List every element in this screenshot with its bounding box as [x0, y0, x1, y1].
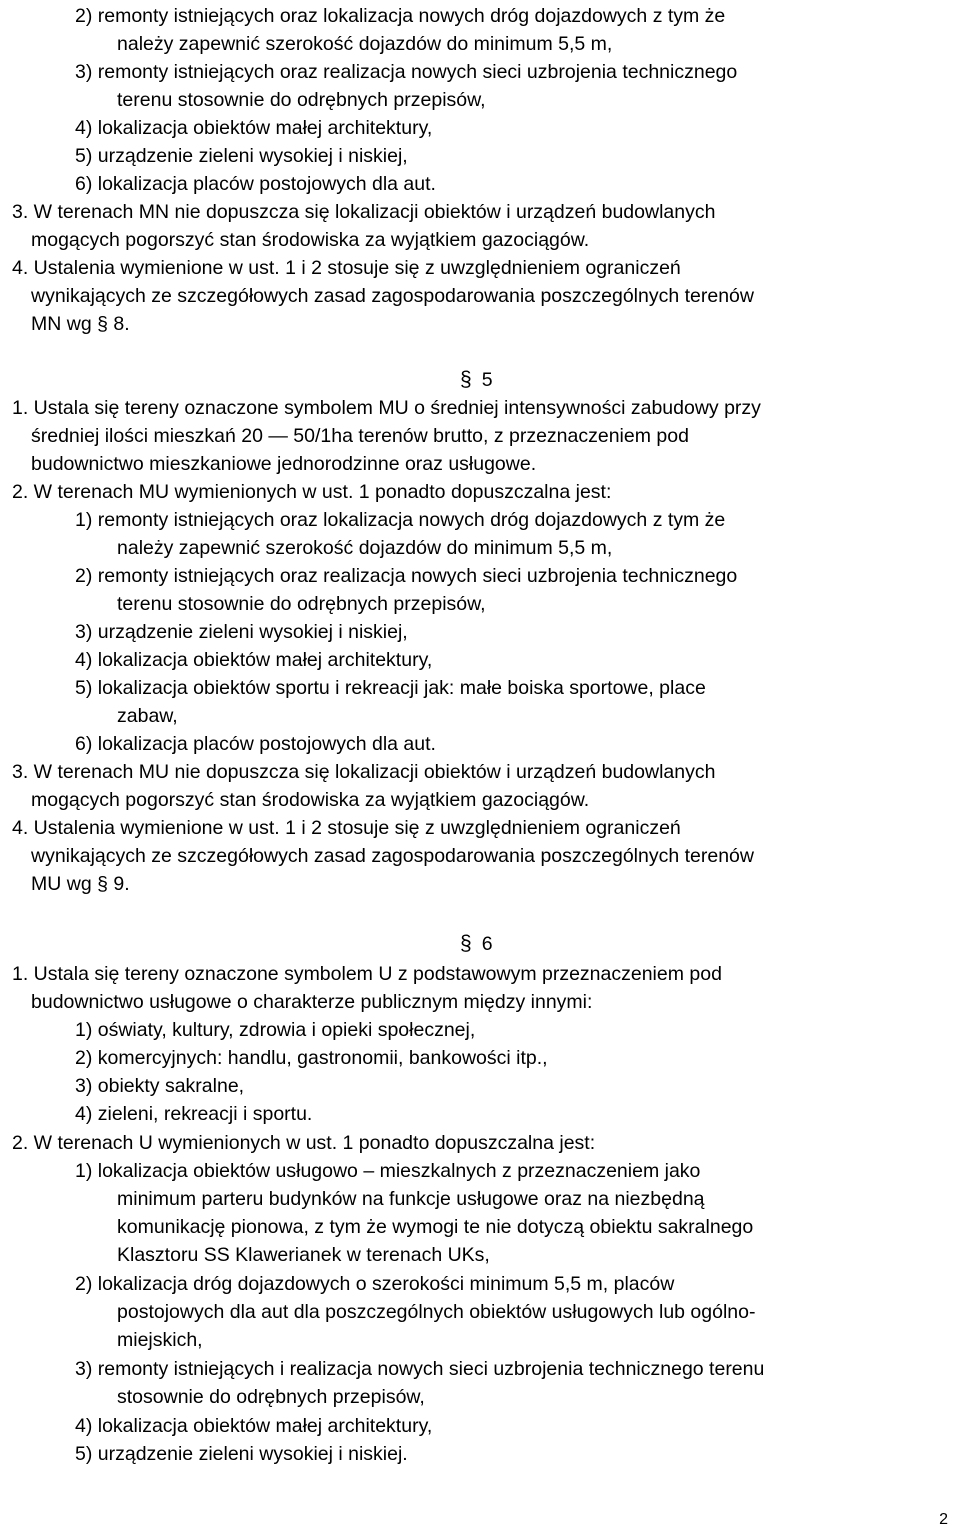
section6-subitem3: 3) obiekty sakralne, — [75, 1075, 245, 1097]
section4-item6: 6) lokalizacja placów postojowych dla aut. — [75, 173, 436, 195]
section5-item3: 3) urządzenie zieleni wysokiej i niskiej, — [75, 621, 408, 643]
section6-heading — [460, 930, 493, 958]
section4-item2-line2: należy zapewnić szerokość dojazdów do minimum 5,5 m, — [117, 33, 613, 55]
section4-paragraph4-line2: wynikających ze szczegółowych zasad zagospodarowania poszczególnych terenów — [31, 285, 754, 307]
section6-item1-line3: komunikację pionowa, z tym że wymogi te nie dotyczą obiektu sakralnego — [117, 1216, 754, 1238]
section6-subitem2: 2) komercyjnych: handlu, gastronomii, bankowości itp., — [75, 1047, 548, 1069]
section5-paragraph3-line1: 3. W terenach MU nie dopuszcza się lokalizacji obiektów i urządzeń budowlanych — [12, 761, 716, 783]
section6-number: 6 — [481, 933, 493, 955]
section6-subitem4: 4) zieleni, rekreacji i sportu. — [75, 1103, 313, 1125]
section6-subitem1: 1) oświaty, kultury, zdrowia i opieki społecznej, — [75, 1019, 476, 1041]
section4-item3-line1: 3) remonty istniejących oraz realizacja nowych sieci uzbrojenia technicznego — [75, 61, 738, 83]
section6-paragraph1-line2: budownictwo usługowe o charakterze publicznym między innymi: — [31, 991, 593, 1013]
page-number: 2 — [939, 1511, 948, 1528]
section5-paragraph4-line3 — [31, 870, 130, 898]
section6-item5: 5) urządzenie zieleni wysokiej i niskiej. — [75, 1443, 408, 1465]
section6-item2-line2: postojowych dla aut dla poszczególnych obiektów usługowych lub ogólno- — [117, 1301, 756, 1323]
section6-item3-line1: 3) remonty istniejących i realizacja nowych sieci uzbrojenia technicznego terenu — [75, 1358, 765, 1380]
section5-paragraph3-line2: mogących pogorszyć stan środowiska za wyjątkiem gazociągów. — [31, 789, 590, 811]
section5-paragraph4-line1: 4. Ustalenia wymienione w ust. 1 i 2 stosuje się z uwzględnieniem ograniczeń — [12, 817, 681, 839]
section6-item1-line1: 1) lokalizacja obiektów usługowo – mieszkalnych z przeznaczeniem jako — [75, 1160, 701, 1182]
section4-item4: 4) lokalizacja obiektów małej architektury, — [75, 117, 433, 139]
section5-item5-line1: 5) lokalizacja obiektów sportu i rekreacji jak: małe boiska sportowe, place — [75, 677, 706, 699]
section5-item1-line2: należy zapewnić szerokość dojazdów do minimum 5,5 m, — [117, 537, 613, 559]
section4-paragraph4-line1: 4. Ustalenia wymienione w ust. 1 i 2 stosuje się z uwzględnieniem ograniczeń — [12, 257, 681, 279]
section5-paragraph1-line3: budownictwo mieszkaniowe jednorodzinne oraz usługowe. — [31, 453, 537, 475]
section6-item3-line2: stosownie do odrębnych przepisów, — [117, 1386, 425, 1408]
section5-item4: 4) lokalizacja obiektów małej architektury, — [75, 649, 433, 671]
section6-item2-line3: miejskich, — [117, 1329, 203, 1351]
reference-number: 8. — [113, 313, 130, 335]
section5-heading — [460, 366, 493, 394]
section6-item2-line1: 2) lokalizacja dróg dojazdowych o szerokości minimum 5,5 m, placów — [75, 1273, 675, 1295]
section5-paragraph4-line2: wynikających ze szczegółowych zasad zagospodarowania poszczególnych terenów — [31, 845, 754, 867]
section4-item2-line1: 2) remonty istniejących oraz lokalizacja nowych dróg dojazdowych z tym że — [75, 5, 726, 27]
section4-paragraph3-line1: 3. W terenach MN nie dopuszcza się lokalizacji obiektów i urządzeń budowlanych — [12, 201, 716, 223]
section5-number: 5 — [481, 369, 493, 391]
section4-item3-line2: terenu stosownie do odrębnych przepisów, — [117, 89, 486, 111]
section6-item1-line4: Klasztoru SS Klawerianek w terenach UKs, — [117, 1244, 490, 1266]
section-sign: § — [97, 313, 108, 335]
section6-item4: 4) lokalizacja obiektów małej architektury, — [75, 1415, 433, 1437]
section-sign: § — [97, 873, 108, 895]
section-sign: § — [460, 368, 472, 391]
section6-item1-line2: minimum parteru budynków na funkcje usługowe oraz na niezbędną — [117, 1188, 705, 1210]
section5-item5-line2: zabaw, — [117, 705, 178, 727]
section5-item1-line1: 1) remonty istniejących oraz lokalizacja nowych dróg dojazdowych z tym że — [75, 509, 726, 531]
section5-item2-line2: terenu stosownie do odrębnych przepisów, — [117, 593, 486, 615]
section5-paragraph1-line2: średniej ilości mieszkań 20 — 50/1ha terenów brutto, z przeznaczeniem pod — [31, 425, 689, 447]
section5-item6: 6) lokalizacja placów postojowych dla aut. — [75, 733, 436, 755]
section5-paragraph1-line1: 1. Ustala się tereny oznaczone symbolem MU o średniej intensywności zabudowy przy — [12, 397, 761, 419]
section6-paragraph1-line1: 1. Ustala się tereny oznaczone symbolem U z podstawowym przeznaczeniem pod — [12, 963, 722, 985]
section4-paragraph4-line3 — [31, 310, 130, 338]
reference-prefix: MU wg — [31, 873, 92, 895]
section6-paragraph2: 2. W terenach U wymienionych w ust. 1 ponadto dopuszczalna jest: — [12, 1132, 596, 1154]
section-sign: § — [460, 932, 472, 955]
section5-item2-line1: 2) remonty istniejących oraz realizacja nowych sieci uzbrojenia technicznego — [75, 565, 738, 587]
reference-number: 9. — [113, 873, 130, 895]
section4-paragraph3-line2: mogących pogorszyć stan środowiska za wyjątkiem gazociągów. — [31, 229, 590, 251]
reference-prefix: MN wg — [31, 313, 92, 335]
section4-item5: 5) urządzenie zieleni wysokiej i niskiej, — [75, 145, 408, 167]
section5-paragraph2: 2. W terenach MU wymienionych w ust. 1 ponadto dopuszczalna jest: — [12, 481, 612, 503]
